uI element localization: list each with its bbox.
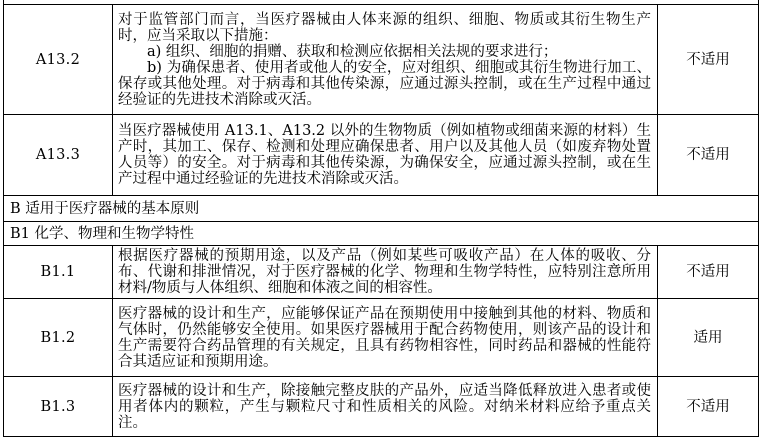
section-header-row [3,196,759,222]
clause-code: B1.2 [4,299,113,376]
clause-code: A13.2 [4,5,113,114]
table-row [3,377,759,437]
clause-description [113,246,658,298]
table-row [3,5,759,115]
clause-description [113,5,658,114]
table-row [3,246,759,299]
description-paragraph: 对于监管部门而言，当医疗器械由人体来源的组织、细胞、物质或其衍生物生产时，应当采取以下措施： [118,11,651,44]
clause-description [113,115,658,195]
table-row [3,299,759,377]
applicability-verdict: 不适用 [686,398,730,415]
applicability-verdict: 不适用 [686,51,730,68]
clause-code: B1.3 [4,377,113,436]
applicability-verdict: 不适用 [686,264,730,280]
description-paragraph: a) 组织、细胞的捐赠、获取和检测应依据相关法规的要求进行； [147,43,558,60]
assessment-table [3,0,759,437]
table-row [3,115,759,196]
description-paragraph: b) 为确保患者、使用者或他人的安全，应对组织、细胞或其衍生物进行加工、保存或其他处理。对于病毒和其他传染源，应通过源头控制，或在生产过程中通过经验证的先进技术消除或灭活。 [118,59,651,108]
description-paragraph: 当医疗器械使用 A13.1、A13.2 以外的生物物质（例如植物或细菌来源的材料）生产时，其加工、保存、检测和处理应确保患者、用户以及其他人员（如废弃物处置人员等）的安全。对于病毒和其他传染源，为确保安全，应通过源头控制，或在生产过程中通过经验证的先进技术消除或灭活。 [118,123,651,187]
applicability-verdict: 不适用 [686,147,730,163]
clause-description [113,299,658,376]
description-paragraph: 根据医疗器械的预期用途，以及产品（例如某些可吸收产品）在人体的吸收、分布、代谢和排泄情况，对于医疗器械的化学、物理和生物学特性，应特别注意所用材料/物质与人体组织、细胞和体液之间的相容性。 [118,248,651,296]
section-header-row [3,222,759,246]
section-header-label: B 适用于医疗器械的基本原则 [10,200,200,217]
clause-code: A13.3 [4,115,113,195]
description-paragraph: 医疗器械的设计和生产，除接触完整皮肤的产品外，应适当降低释放进入患者或使用者体内的颗粒，产生与颗粒尺寸和性质相关的风险。对纳米材料应给予重点关注。 [118,382,651,431]
clause-description [113,377,658,436]
section-header-label: B1 化学、物理和生物学特性 [10,225,194,242]
applicability-verdict: 适用 [693,329,723,346]
description-paragraph: 医疗器械的设计和生产，应能够保证产品在预期使用中接触到其他的材料、物质和气体时，仍然能够安全使用。如果医疗器械用于配合药物使用，则该产品的设计和生产需要符合药品管理的有关规定，且具有药物相容性，同时药品和器械的性能符合其适应证和预期用途。 [118,305,651,370]
clause-code: B1.1 [4,246,113,298]
